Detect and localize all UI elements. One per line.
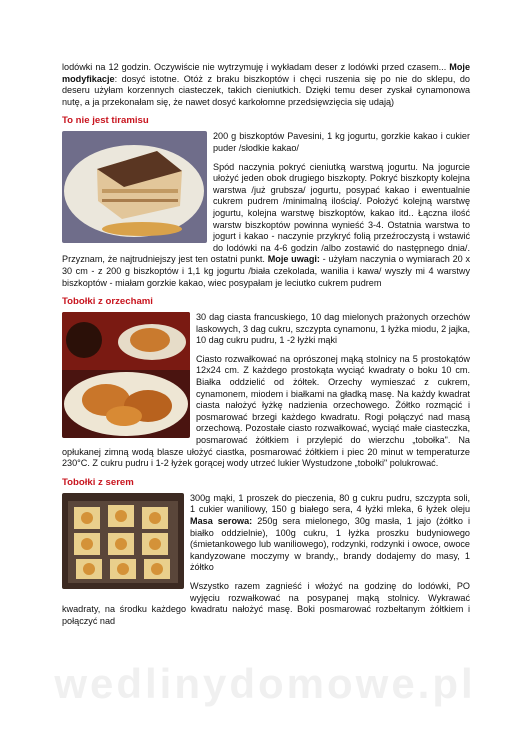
watermark: wedlinydomowe.pl: [54, 660, 476, 707]
method-text: Ciasto rozwałkować na oprószonej mąką stolnicy na 5 prostokątów 12x24 cm. Z każdego prostokąta wyciąć kwadraty o boku 10 cm. Białka oddzielić od żółtek. Orzechy wymieszać z cukrem, cynamonem, miodem i białkami na gładką masę. Na każdy kwadrat ciasta nałożyć łyżkę nadzienia orzechowego. Żółtko rozmącić i posmarować brzegi każdego kwadratu. Rogi połączyć nad masą orzechową. Pozostałe ciasto rozwałkować, wyciąć małe ciasteczka, posmarować żółtkiem i przylepić do wierzchu „tobołka". Na opłukanej zimną wodą blasze ułożyć ciastka, posmarować żółtkiem i piec 20 minut w temperaturze 230°C. Z cukru pudru i 1-2 łyżek gorącej wody utrzeć lukier Wystudzone „tobołki" polukrować.: [62, 353, 470, 469]
method-part-cont: - użyłam naczynia o wymiarach 20 x 30 cm - z 200 g biszkoptów i 1,1 kg jogurtu /biała czekolada, wanilia i kawa/ wyszły mi 4 warstwy biszkoptów - miałam gorzkie kakao, wiec posypałam je leciutko cukrem pudrem: [62, 254, 470, 288]
method-part: Spód naczynia pokryć cieniutką warstwą jogurtu. Na jogurcie ułożyć jeden obok drugiego biszkopty. Pokryć biszkopty kolejna warstwa /już grubsza/ jogurtu, posypać kakao i ewentualnie cukrem pudrem /minimalną ilością/. Położyć kolejną warstwę jogurtu, kolejna warstwę biszkoptów, kakao itd.. Łączna ilość warstw biszkoptów powinna wynieść 3-4. Ostatnia warstwa to jogurt i kakao - naczynie przykryć folią przeźroczystą i wstawić do lodówki na 4-6 godzin /albo zostawić do następnego dnia/. Przyznam, że najtrudniejszy jest ten ostatni punkt.: [62, 161, 470, 265]
recipe-tobolki-ser: [62, 477, 470, 628]
recipe-title: Tobołki z orzechami: [62, 296, 153, 308]
recipe-title: To nie jest tiramisu: [62, 115, 149, 127]
method-text: Wszystko razem zagnieść i włożyć na godzinę do lodówki, PO wyjęciu rozwałkować na posypanej mąką stolnicy. Wykrawać kwadraty, na środku każdego kwadratu nałożyć masę. Boki posmarować rozbełtanym żółtkiem i połączyć nad: [62, 580, 470, 626]
intro-bold: Moje modyfikacje: [62, 62, 470, 84]
recipe-title: Tobołki z serem: [62, 476, 134, 488]
intro-text-cont: : dosyć istotne. Otóż z braku biszkoptów i chęci ruszenia się po nie do sklepu, do deseru użyłam korzennych ciasteczek, takich cieniutkich. Dzięki temu deser zyskał cynamonowa nutę, a ja przekonałam się, że nawet dosyć karkołomne przedsięwzięcia się udają): [62, 73, 470, 107]
tobolki-ser-photo: [62, 493, 184, 589]
recipe-tiramisu: [62, 115, 470, 289]
ingredients-part-cont: 250g sera mielonego, 30g masła, 1 jajo (żółtko i białko oddzielnie), 100g cukru, 1 łyżka proszku budyniowego (śmietankowego lub waniliowego), rodzynki, rodzynki i owoce, owoce kandyzowane moczymy w brandy,, brandy dodajemy do masy, 1 żółtko: [190, 516, 470, 573]
ingredients-text: 30 dag ciasta francuskiego, 10 dag mielonych prażonych orzechów laskowych, 3 dag cukru, szczypta cynamonu, 1 łyżka miodu, 2 jajka, 10 dag cukru pudru, 1 -2 łyżki mąki: [196, 312, 470, 346]
intro-text: lodówki na 12 godzin. Oczywiście nie wytrzymuję i wykładam deser z lodówki przed czasem...: [62, 62, 450, 72]
tobolki-orzechy-photo: [62, 312, 190, 438]
ingredients-text: 200 g biszkoptów Pavesini, 1 kg jogurtu, gorzkie kakao i cukier puder /słodkie kakao/: [213, 131, 470, 153]
ingredients-bold: Masa serowa:: [190, 516, 253, 526]
recipe-tobolki-orzechy: [62, 296, 470, 470]
document-page: [62, 62, 470, 627]
ingredients-part: 300g mąki, 1 proszek do pieczenia, 80 g cukru pudru, szczypta soli, 1 cukier waniliowy, 150 g białego sera, 4 łyżki mleka, 6 łyżek oleju: [190, 492, 470, 515]
method-bold: Moje uwagi:: [267, 254, 320, 265]
tiramisu-photo: [62, 131, 207, 243]
intro-paragraph: [62, 62, 470, 108]
